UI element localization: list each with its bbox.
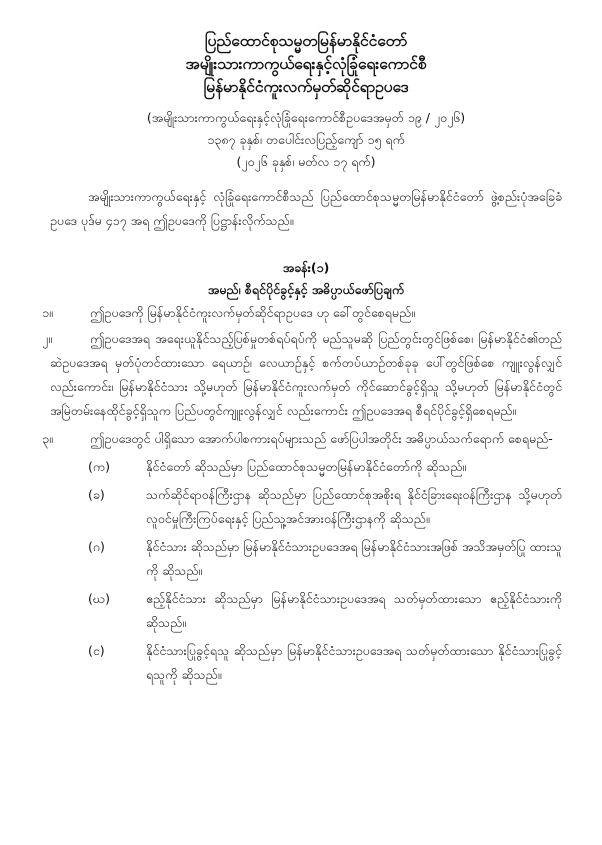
definition-item: [50, 639, 562, 687]
chapter-heading: [50, 257, 562, 301]
section-text: ဤဥပဒေတွင် ပါရှိသော အောက်ပါစကားရပ်များသည် ဖော်ပြပါအတိုင်း အဓိပ္ပာယ်သက်ရောက် စေရမည်-: [90, 431, 553, 446]
state-name-heading: ပြည်ထောင်စုသမ္မတမြန်မာနိုင်ငံတော်: [204, 32, 408, 50]
law-number: (အမျိုးသားကာကွယ်ရေးနှင့်လုံခြုံရေးကောင်စီဥပဒေအမှတ် ၁၉ / ၂၀၂၆): [146, 110, 466, 125]
section-number: ၃။: [42, 431, 53, 446]
chapter-number: အခန်း(၁): [282, 260, 330, 275]
definition-item: [50, 535, 562, 583]
preamble-paragraph: အမျိုးသားကာကွယ်ရေးနှင့် လုံခြုံရေးကောင်စီသည် ပြည်ထောင်စုသမ္မတမြန်မာနိုင်ငံတော် ဖွဲ့စည်းပုံအခြေခံဥပဒေ ပုဒ်မ ၄၁၇ အရ ဤဥပဒေကို ပြဋ္ဌာန်းလိုက်သည်။: [50, 189, 562, 228]
definition-label: (ခ): [88, 487, 105, 502]
definition-text: နိုင်ငံတော် ဆိုသည်မှာ ပြည်ထောင်စုသမ္မတမြန်မာနိုင်ငံတော်ကို ဆိုသည်။: [146, 459, 467, 474]
section-2: [42, 327, 562, 423]
document-header: [50, 30, 562, 99]
definition-label: (ဃ): [88, 591, 110, 606]
section-1: [42, 301, 562, 325]
law-title-heading: မြန်မာနိုင်ငံကူးလက်မှတ်ဆိုင်ရာဥပဒေ: [203, 78, 409, 96]
definition-text: သက်ဆိုင်ရာဝန်ကြီးဌာန ဆိုသည်မှာ ပြည်ထောင်စုအစိုးရ နိုင်ငံခြားရေးဝန်ကြီးဌာန သို့မဟုတ် လူဝင်မှုကြီးကြပ်ရေးနှင့် ပြည်သူ့အင်အားဝန်ကြီးဌာနကို ဆိုသည်။: [146, 487, 562, 526]
definition-text: နိုင်ငံသား ဆိုသည်မှာ မြန်မာနိုင်ငံသားဥပဒေအရ မြန်မာနိုင်ငံသားအဖြစ် အသိအမှတ်ပြု ထားသူကို ဆိုသည်။: [146, 539, 562, 578]
definition-label: (ဂ): [88, 539, 105, 554]
myanmar-date: ၁၃၈၇ ခုနှစ်၊ တပေါင်းလပြည့်ကျော် ၁၅ ရက်: [207, 132, 405, 147]
council-name-heading: အမျိုးသားကာကွယ်ရေးနှင့်လုံခြုံရေးကောင်စီ: [185, 55, 427, 73]
section-number: ၂။: [42, 331, 52, 346]
chapter-title: အမည်၊ စီရင်ပိုင်ခွင့်နှင့် အဓိပ္ပာယ်ဖော်ပြချက်: [207, 282, 405, 297]
section-text: ဤဥပဒေကို မြန်မာနိုင်ငံကူးလက်မှတ်ဆိုင်ရာဥပဒေ ဟု ခေါ်တွင်စေရမည်။: [90, 305, 415, 320]
definition-text: နိုင်ငံသားပြုခွင့်ရသူ ဆိုသည်မှာ မြန်မာနိုင်ငံသားဥပဒေအရ သတ်မှတ်ထားသော နိုင်ငံသားပြုခွင့်ရသူကို ဆိုသည်။: [146, 643, 562, 682]
section-3: [42, 427, 562, 451]
law-metadata: [50, 107, 562, 173]
definition-text: ဧည့်နိုင်ငံသား ဆိုသည်မှာ မြန်မာနိုင်ငံသားဥပဒေအရ သတ်မှတ်ထားသော ဧည့်နိုင်ငံသားကို ဆိုသည်။: [146, 591, 562, 630]
definition-label: (င): [88, 643, 105, 658]
definition-item: [50, 455, 562, 479]
section-number: ၁။: [42, 305, 53, 320]
definition-item: [50, 587, 562, 635]
section-text: ဤဥပဒေအရ အရေးယူနိုင်သည့်ပြစ်မှုတစ်ရပ်ရပ်ကို မည်သူမဆို ပြည်တွင်းတွင်ဖြစ်စေ၊ မြန်မာနိုင်ငံ၏တည်ဆဲဥပဒေအရ မှတ်ပုံတင်ထားသော ရေယာဉ်၊ လေယာဉ်နှင့် စက်တပ်ယာဉ်တစ်ခုခု ပေါ်တွင်ဖြစ်စေ ကျူးလွန်လျှင်လည်းကောင်း၊ မြန်မာနိုင်ငံသား သို့မဟုတ် မြန်မာနိုင်ငံကူးလက်မှတ် ကိုင်ဆောင်ခွင့်ရှိသူ သို့မဟုတ် မြန်မာနိုင်ငံတွင် အမြဲတမ်းနေထိုင်ခွင့်ရှိသူက ပြည်ပတွင်ကျူးလွန်လျှင် လည်းကောင်း ဤဥပဒေအရ စီရင်ပိုင်ခွင့်ရှိစေရမည်။: [50, 331, 562, 418]
gregorian-date: (၂၀၂၆ ခုနှစ်၊ မတ်လ ၁၇ ရက်): [236, 154, 376, 169]
definition-label: (က): [88, 459, 110, 474]
definition-item: [50, 483, 562, 531]
